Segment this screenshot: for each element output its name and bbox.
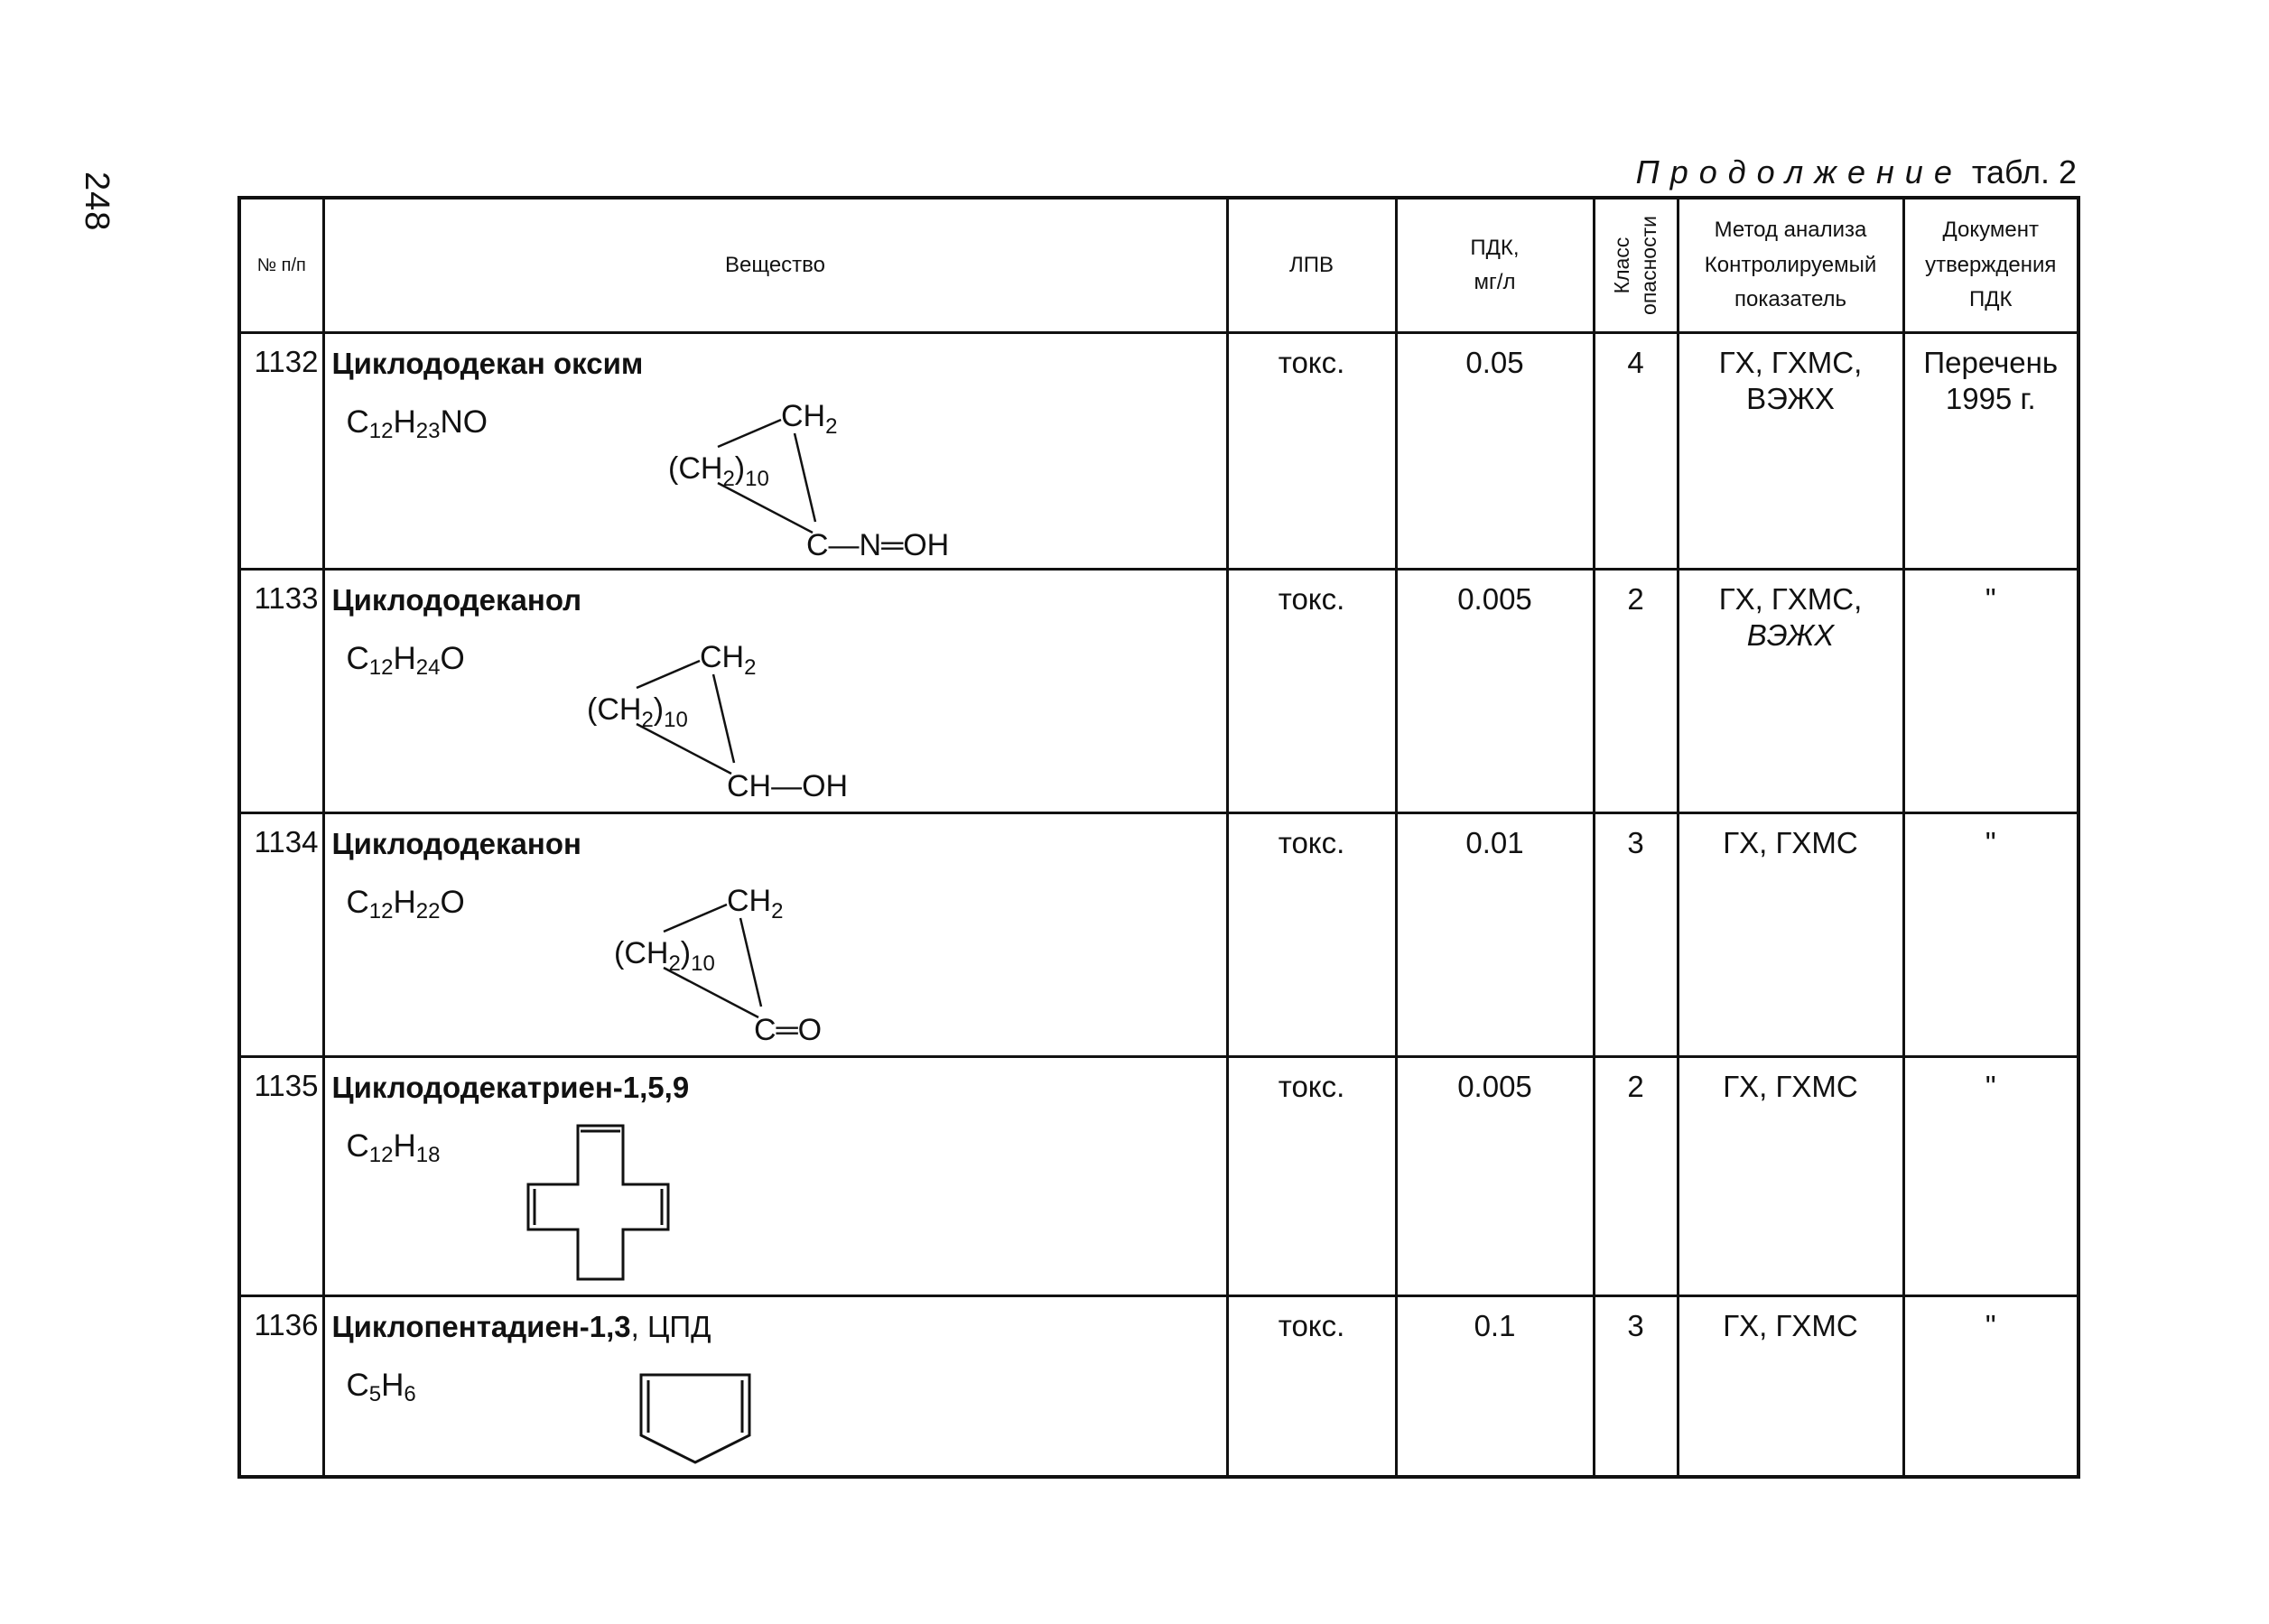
substance-name <box>332 1310 711 1344</box>
table-row <box>239 333 2078 570</box>
table-row <box>239 813 2078 1057</box>
pdk-cell: 0.005 <box>1396 570 1594 813</box>
header-method-line2: Контролируемый <box>1704 252 1877 277</box>
method-line2: ВЭЖХ <box>1746 617 1835 652</box>
table-row <box>239 1057 2078 1296</box>
header-pdk <box>1396 198 1594 333</box>
substances-table <box>237 196 2080 1479</box>
svg-text:(CH2)10: $(CH_2)_{10}$ <box>667 451 769 491</box>
substance-cell <box>323 333 1227 570</box>
structural-formula <box>668 388 993 564</box>
page-number: 248 <box>78 172 116 232</box>
lpv-cell: токс. <box>1227 1296 1396 1477</box>
document-line1: " <box>1985 826 1996 859</box>
header-pdk-line2: мг/л <box>1474 270 1516 294</box>
hazard-class-cell: 3 <box>1594 813 1678 1057</box>
header-pdk-line1: ПДК, <box>1470 235 1520 260</box>
method-line2: ВЭЖХ <box>1746 381 1835 415</box>
svg-text:CH2: $CH_2$ <box>699 640 756 680</box>
header-document <box>1903 198 2078 333</box>
row-number: 1135 <box>239 1057 323 1296</box>
method-cell <box>1678 1057 1903 1296</box>
document-cell <box>1903 1296 2078 1477</box>
continuation-table-ref: табл. 2 <box>1971 153 2077 190</box>
hazard-class-cell: 2 <box>1594 570 1678 813</box>
svg-text:(CH2)10: $(CH_2)_{10}$ <box>586 692 688 732</box>
document-line1: " <box>1985 1070 1996 1103</box>
substance-cell <box>323 813 1227 1057</box>
lpv-cell: токс. <box>1227 333 1396 570</box>
header-class-line2: опасности <box>1636 216 1660 315</box>
molecular-formula: $C_{12}H_{24}O$ <box>346 641 465 680</box>
row-number: 1136 <box>239 1296 323 1477</box>
header-row <box>239 198 2078 333</box>
pdk-cell: 0.01 <box>1396 813 1594 1057</box>
lpv-cell: токс. <box>1227 1057 1396 1296</box>
pdk-cell: 0.05 <box>1396 333 1594 570</box>
document-line1: Перечень <box>1923 346 2059 379</box>
substance-name: Циклододекатриен-1,5,9 <box>331 1071 690 1104</box>
document-cell <box>1903 1057 2078 1296</box>
svg-text:CH2: $CH_2$ <box>780 399 837 439</box>
header-substance: Вещество <box>323 198 1227 333</box>
svg-text:C—N═OH: C—N═OH <box>805 528 949 562</box>
molecular-formula: $C_{12}H_{18}$ <box>346 1128 441 1167</box>
substance-name: Циклододеканол <box>331 583 582 617</box>
substance-cell <box>323 1296 1227 1477</box>
header-hazard-class <box>1594 198 1678 333</box>
svg-text:CH—OH: CH—OH <box>726 769 848 803</box>
lpv-cell: токс. <box>1227 570 1396 813</box>
substance-name: Циклододекан оксим <box>331 347 644 380</box>
method-cell <box>1678 1296 1903 1477</box>
row-number: 1134 <box>239 813 323 1057</box>
hazard-class-cell: 3 <box>1594 1296 1678 1477</box>
substance-abbreviation: , ЦПД <box>630 1310 711 1343</box>
continuation-word: Продолжение <box>1635 153 1963 190</box>
header-class-line1: Класс <box>1609 237 1633 294</box>
substance-cell <box>323 1057 1227 1296</box>
substance-cell <box>323 570 1227 813</box>
document-cell <box>1903 333 2078 570</box>
table-row <box>239 1296 2078 1477</box>
header-method-line1: Метод анализа <box>1714 218 1867 243</box>
structural-formula <box>587 629 912 805</box>
document-line1: " <box>1985 582 1996 616</box>
row-number: 1133 <box>239 570 323 813</box>
method-line1: ГХ, ГХМС, <box>1718 582 1863 616</box>
header-method <box>1678 198 1903 333</box>
molecular-formula: $C_5H_6$ <box>346 1368 416 1406</box>
structural-formula <box>614 873 939 1049</box>
molecular-formula: $C_{12}H_{23}NO$ <box>346 404 488 443</box>
method-line1: ГХ, ГХМС <box>1723 826 1858 859</box>
table-continuation-caption <box>1636 153 2077 191</box>
substance-name-main: Циклопентадиен-1,3 <box>331 1310 631 1343</box>
hazard-class-cell: 2 <box>1594 1057 1678 1296</box>
molecular-formula: $C_{12}H_{22}O$ <box>346 885 465 923</box>
document-line1: " <box>1985 1309 1996 1342</box>
pdk-cell: 0.1 <box>1396 1296 1594 1477</box>
document-cell <box>1903 813 2078 1057</box>
method-line1: ГХ, ГХМС, <box>1718 346 1863 379</box>
header-doc-line3: ПДК <box>1969 287 2013 312</box>
header-doc-line2: утверждения <box>1925 252 2057 277</box>
svg-text:CH2: $CH_2$ <box>726 884 783 923</box>
document-cell <box>1903 570 2078 813</box>
header-method-line3: показатель <box>1734 287 1847 312</box>
hazard-class-cell: 4 <box>1594 333 1678 570</box>
method-cell <box>1678 570 1903 813</box>
method-line1: ГХ, ГХМС <box>1723 1070 1858 1103</box>
lpv-cell: токс. <box>1227 813 1396 1057</box>
header-lpv: ЛПВ <box>1227 198 1396 333</box>
row-number: 1132 <box>239 333 323 570</box>
table-row <box>239 570 2078 813</box>
pdk-cell: 0.005 <box>1396 1057 1594 1296</box>
svg-text:(CH2)10: $(CH_2)_{10}$ <box>613 936 715 976</box>
substance-name: Циклододеканон <box>331 827 581 860</box>
header-num: № п/п <box>239 198 323 333</box>
method-cell <box>1678 813 1903 1057</box>
method-line1: ГХ, ГХМС <box>1723 1309 1858 1342</box>
method-cell <box>1678 333 1903 570</box>
cyclododecatriene-ring-icon <box>524 1117 686 1288</box>
svg-text:C═O: C═O <box>753 1013 822 1047</box>
header-doc-line1: Документ <box>1942 218 2039 243</box>
document-line2: 1995 г. <box>1945 381 2036 415</box>
cyclopentadiene-ring-icon <box>632 1368 758 1467</box>
